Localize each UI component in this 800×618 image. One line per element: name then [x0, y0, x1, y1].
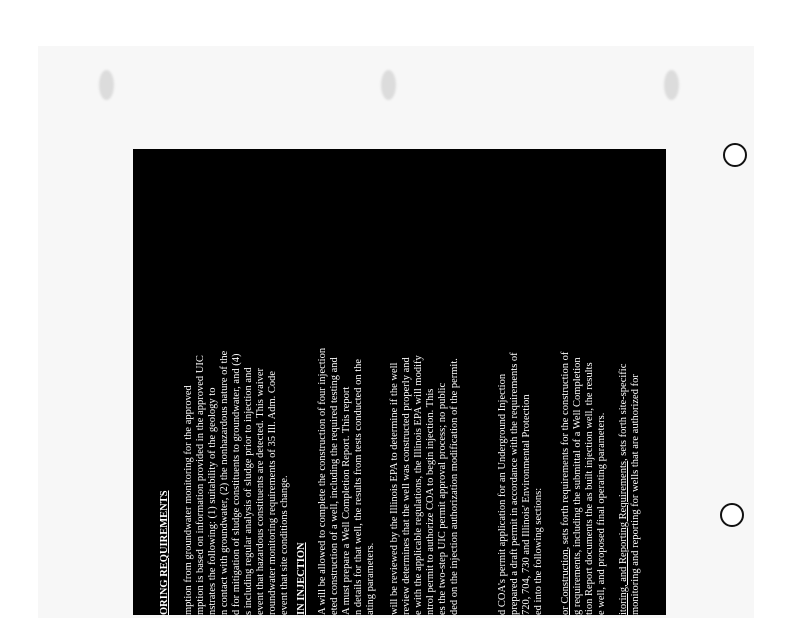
item-monitoring-reporting: [619, 364, 630, 615]
text-line: d for mitigation of sludge constituents to groundwater, and (4): [231, 353, 242, 615]
rotated-document: [133, 149, 666, 615]
text-line: g requirements, including the submittal of a Well Completion: [572, 357, 583, 615]
text-line: d COA's permit application for an Underground Injection: [497, 373, 508, 615]
text-line: nstrates the following: (1) suitability of the geology to: [207, 387, 218, 615]
section-heading-monitoring: ORING REQUIREMENTS: [159, 490, 170, 615]
item-construction: [561, 352, 572, 615]
section-heading-injection: IN INJECTION: [296, 542, 307, 615]
text-line: e well, and proposed final operating parameters.: [596, 412, 607, 615]
punch-hole-left: [99, 70, 114, 100]
text-line: ating parameters.: [365, 542, 376, 615]
text-line: event that site conditions change.: [279, 475, 290, 615]
text-line: mption from groundwater monitoring for the approved: [183, 385, 194, 615]
text-line: e with the applicable regulations, the Illinois EPA will modify: [413, 355, 424, 615]
text-line: will be reviewed by the Illinois EPA to determine if the well: [389, 362, 400, 615]
punch-hole-middle: [381, 70, 396, 100]
text-line: monitoring and reporting for wells that are authorized for: [630, 374, 641, 615]
text-line: eted construction of a well, including the required testing and: [329, 357, 340, 615]
text-line: tion Report documents the as built injection well, the results: [584, 362, 595, 615]
text-line: ed into the following sections:: [533, 487, 544, 615]
text-line: n details for that well, the results from tests conducted on the: [353, 358, 364, 615]
binder-ring-top: [723, 143, 747, 167]
text-line: A will be allowed to complete the construction of four injection: [317, 347, 328, 615]
text-line: n contact with groundwater, (2) the nonhazardous nature of the: [219, 350, 230, 615]
text-line: event that hazardous constituents are detected. This waiver: [255, 367, 266, 615]
text-line: A must prepare a Well Completion Report. This report: [341, 386, 352, 615]
item-text: , sets forth requirements for the construction of: [560, 351, 571, 550]
text-line: mption is based on information provided in the approved UIC: [195, 355, 206, 615]
text-line: es the two-step UIC permit approval process; no public: [437, 382, 448, 615]
item-title: itoring, and Reporting Requirements: [618, 461, 629, 615]
scanned-page: [133, 149, 666, 615]
text-line: prepared a draft permit in accordance with the requirements of: [509, 352, 520, 615]
text-line: roundwater monitoring requirements of 35 Ill. Adm. Code: [267, 370, 278, 615]
binder-ring-bottom: [720, 503, 744, 527]
punch-hole-right: [664, 70, 679, 100]
text-line: 720, 704, 730 and Illinois' Environmental Protection: [521, 394, 532, 615]
text-line: ded on the injection authorization modification of the permit.: [449, 358, 460, 615]
item-text: , sets forth site-specific: [618, 363, 629, 462]
item-title: or Construction: [560, 549, 571, 615]
text-line: review determines that the well was constructed properly and: [401, 357, 412, 615]
text-line: ntrol permit to authorize COA to begin injection. This: [425, 388, 436, 615]
text-line: s including regular analysis of sludge prior to injection and: [243, 367, 254, 615]
